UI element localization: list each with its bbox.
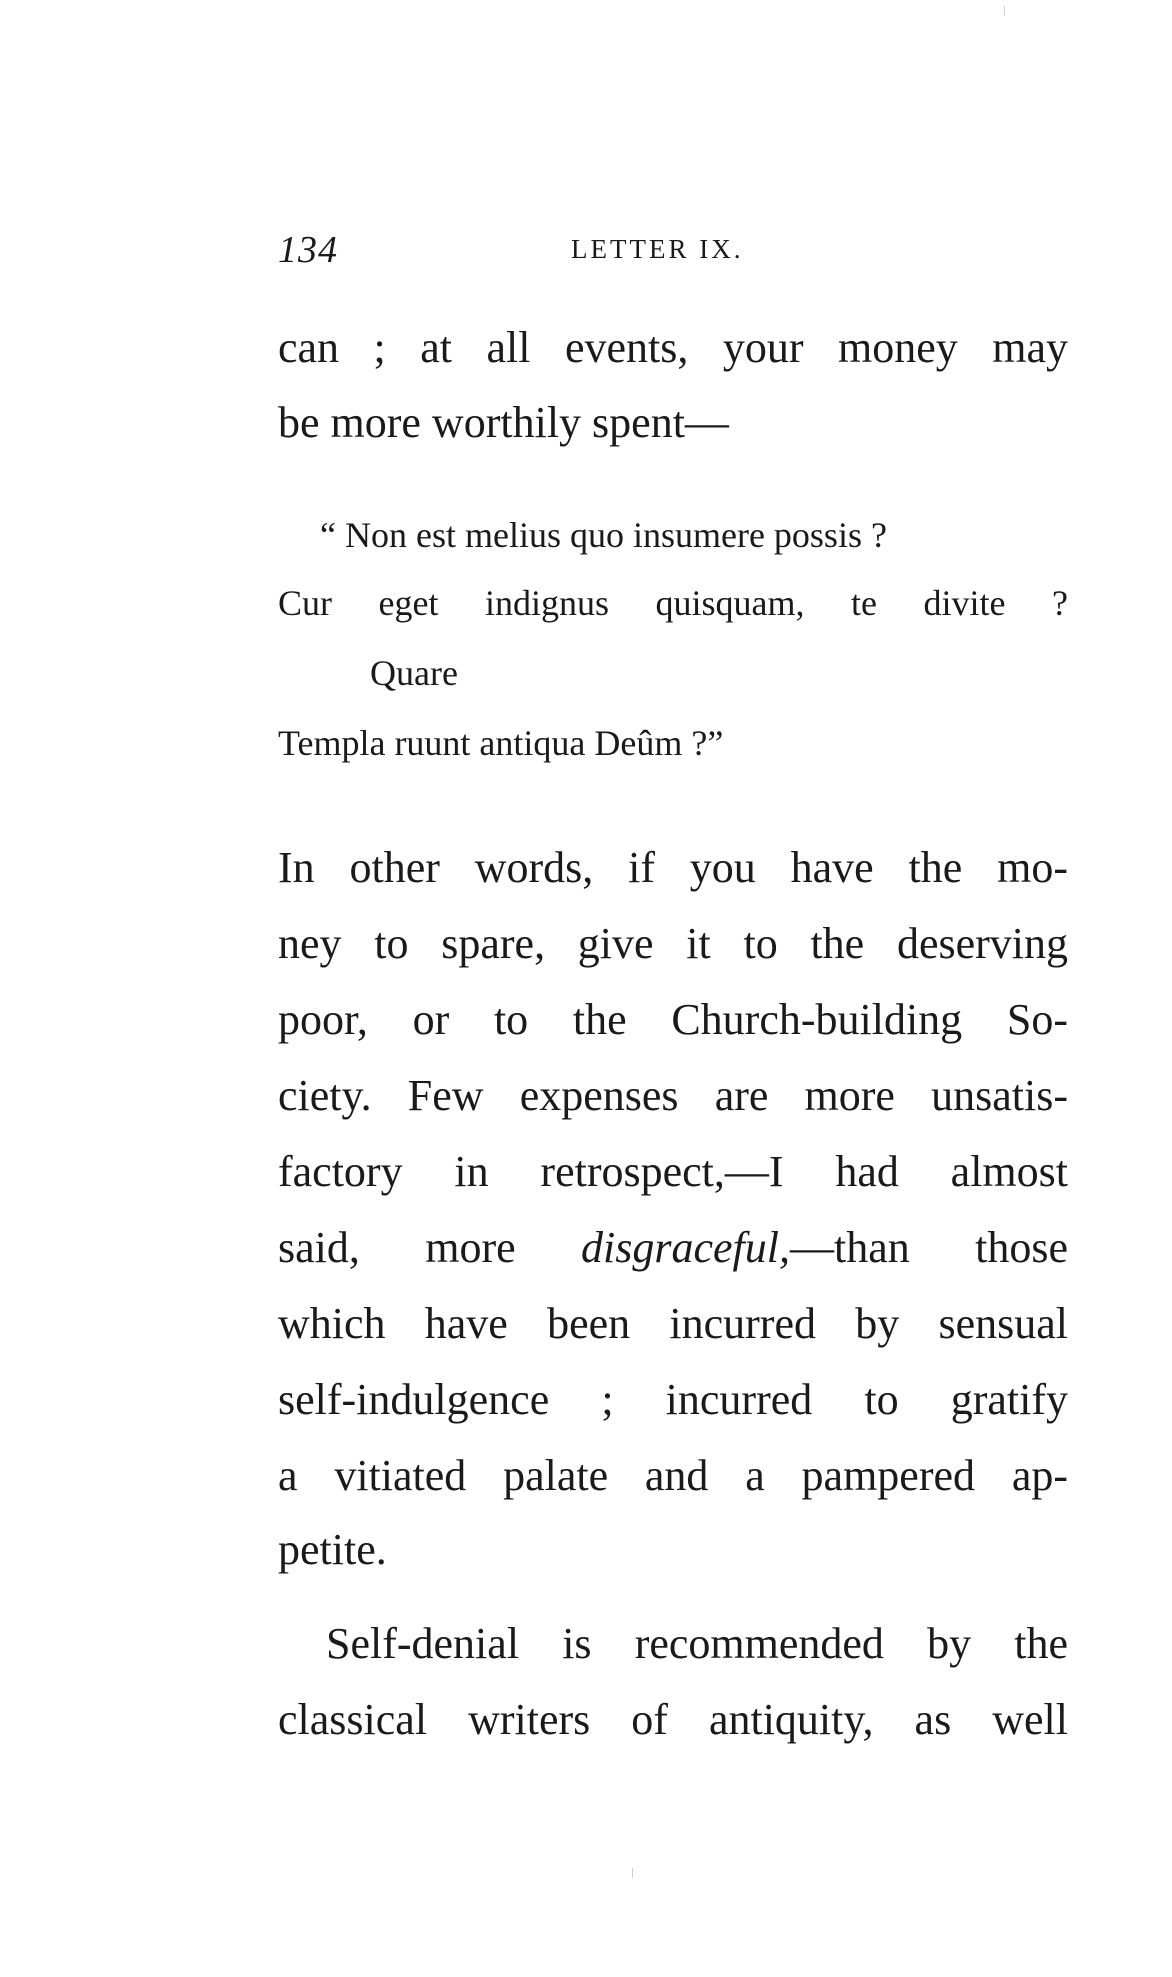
line-text: said, more [278, 1223, 582, 1272]
page-header [278, 228, 1068, 278]
paragraph-line: Self-denial is recommended by the [326, 1619, 1068, 1668]
paragraph-line: poor, or to the Church-building So- [278, 995, 1068, 1044]
paragraph-line: petite. [278, 1525, 387, 1574]
paragraph-line: classical writers of antiquity, as well [278, 1695, 1068, 1744]
emphasized-word: disgraceful, [581, 1223, 790, 1272]
paragraph-line: be more worthily spent— [278, 398, 729, 447]
verse-line: Quare [370, 653, 458, 693]
scan-mark-top [1004, 6, 1005, 16]
page-number: 134 [278, 229, 338, 271]
verse-line: Templa ruunt antiqua Deûm ?” [278, 723, 724, 763]
paragraph-line: which have been incurred by sensual [278, 1299, 1068, 1348]
scan-mark-bottom [632, 1868, 633, 1878]
paragraph-line: a vitiated palate and a pampered ap- [278, 1451, 1068, 1500]
verse-line: “ Non est melius quo insumere possis ? [320, 515, 887, 555]
paragraph-line: can ; at all events, your money may [278, 323, 1068, 372]
paragraph-line: self-indulgence ; incurred to gratify [278, 1375, 1068, 1424]
running-head: LETTER IX. [571, 234, 744, 264]
paragraph-line: ciety. Few expenses are more unsatis- [278, 1071, 1068, 1120]
paragraph-line: factory in retrospect,—I had almost [278, 1147, 1068, 1196]
paragraph-line-with-emphasis [278, 1218, 1068, 1278]
verse-line: Cur eget indignus quisquam, te divite ? [278, 583, 1068, 623]
paragraph-line: ney to spare, give it to the deserving [278, 919, 1068, 968]
line-text: —than those [790, 1223, 1068, 1272]
paragraph-line: In other words, if you have the mo- [278, 843, 1068, 892]
